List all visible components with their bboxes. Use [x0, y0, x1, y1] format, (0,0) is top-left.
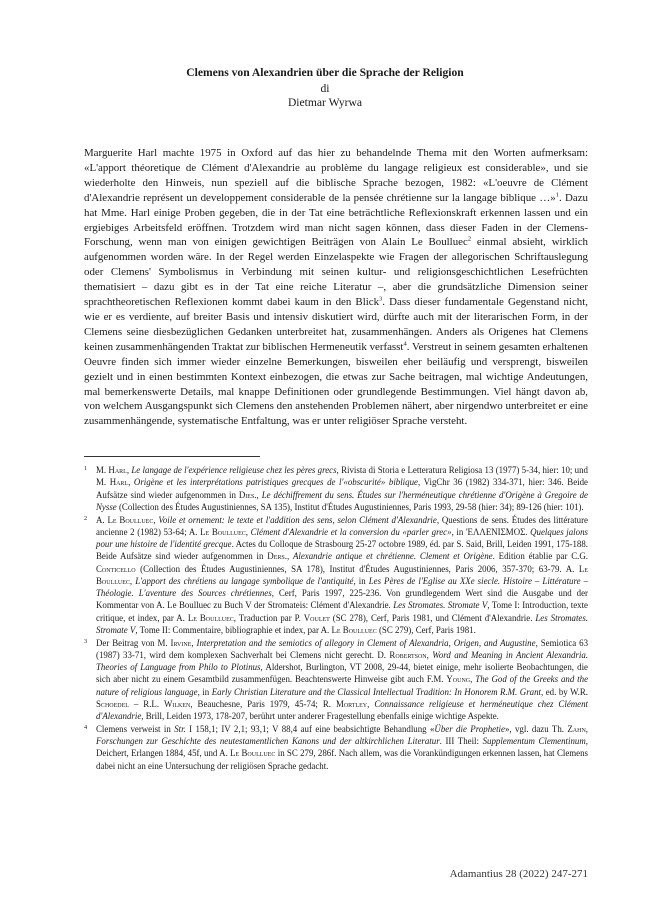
author-surname: Voulet — [303, 612, 330, 623]
work-title: Word and Meaning in Ancient Alexandria. Theories of Language from Philo to Plotinus — [96, 649, 589, 672]
footnote-text: . III Theil: — [439, 736, 483, 746]
footnote-text: – R.L. — [128, 698, 165, 709]
footnote-text: , Rivista di Storia e Letteratura Religiosa 13 (1977) 5-34, hier: 10; und M. — [96, 465, 588, 488]
footnotes-block — [84, 464, 588, 772]
author-name: Dietmar Wyrwa — [287, 96, 363, 109]
footnote-text: , — [126, 465, 132, 475]
footnote-number: 2 — [84, 514, 88, 522]
footnote-text: , — [153, 514, 159, 525]
work-title: Early Christian Literature and the Classical Intellectual Tradition: In Honorem R.M. Grant — [211, 686, 541, 697]
footnote-text: , in 'ΕΛΛΕΝΙΣΜΟΣ. — [451, 526, 531, 537]
footnote-text: , in — [353, 575, 369, 586]
author-surname: Irvine — [170, 637, 192, 648]
footnote-3 — [84, 637, 588, 723]
footnote-text: Clemens verweist in — [96, 723, 175, 734]
footnote-text: , Semiotica 63 (1987) 33-71, wird dem komplexen Sachverhalt bei Clemens nicht gerecht. D. — [96, 637, 589, 660]
work-title: Voile et ornement: le texte et l'addition des sens, selon Clément d'Alexandrie — [158, 514, 437, 525]
author-surname: Schoedel — [96, 698, 129, 709]
author-surname: Conticello — [96, 563, 136, 574]
footnote-text: , Tome II: Commentaire, bibliographie et index, par A. — [135, 624, 332, 635]
footnote-ref-4[interactable]: 4 — [403, 340, 407, 348]
footnote-text: , — [256, 489, 262, 500]
work-title: Über die Prophetie — [434, 723, 505, 734]
footnote-text: , Brill, Leiden 1973, 178-207, berührt unter anderer Fragestellung ebenfalls einige wichtige Aspekte. — [141, 711, 499, 721]
work-title: Str. — [174, 723, 186, 734]
body-text-segment: einmal absieht, wirklich aufgenommen worden wäre. In der Regel werden Einzelaspekte wie Fragen der allegorischen Schriftauslegung oder Clemens' Symbolismus in Verbindung mit seinen kultur- und religionsgeschichtlichen Lesefrüchten thematisiert – dazu gibt es in der Tat eine reiche Literatur –, aber die grundsätzliche Dimension seiner sprachtheoretischen Reflexionen kommt dabei kaum in den Blick — [84, 236, 588, 309]
footnote-text: (Collection des Études Augustiniennes, SA 178), Institut d'Études Augustiniennes, Paris 2006, 357-370; 63-79. A. — [135, 563, 579, 574]
footnote-text: Der Beitrag von M. — [96, 637, 171, 648]
work-title: Clément d'Alexandrie et la conversion du «parler grec» — [250, 526, 452, 537]
author-surname: Le Boulluec — [331, 624, 377, 635]
footnote-number: 3 — [84, 637, 88, 645]
footnote-2 — [84, 514, 588, 637]
body-text-segment: . Dazu hat Mme. Harl einige Proben gegeben, die in der Tat eine beträchtliche Reflexionskraft erkennen lassen und ein ergiebiges Arbeitsfeld eröffnen. Trotzdem wird man nicht sagen können, dass dieser Faden in der Clemens-Forschung, wenn man von einigen gewichtigen Beiträgen von Alain Le Boulluec — [84, 191, 588, 249]
work-title: L'apport des chrétiens au langage symbolique de l'antiquité — [135, 575, 354, 586]
footnote-text: , — [426, 649, 433, 660]
footnote-separator — [84, 456, 260, 457]
footnote-number: 4 — [84, 723, 88, 731]
body-paragraph — [84, 146, 588, 429]
footnote-text: A. — [96, 514, 108, 525]
author-surname: Wilken — [164, 698, 191, 709]
author-surname: Mortley — [335, 698, 368, 709]
footnote-text: . Actes du Colloque de Strasbourg 25-27 octobre 1989, éd. par S. Said, Brill, Leiden 1991, 175-188. Beide Aufsätze sind wieder aufgenommen in — [96, 539, 588, 562]
work-title: Forschungen zur Geschichte des neutestamentlichen Kanons und der altkirchlichen Literatur — [96, 736, 440, 746]
work-title: Origène et les interprétations patristiques grecques de l'«obscurité» biblique — [133, 477, 418, 488]
work-title: Connaissance religieuse et herméneutique chez Clément d'Alexandrie — [96, 698, 589, 721]
footnote-ref-3[interactable]: 3 — [379, 295, 383, 303]
work-title: Les Stromates. Stromate V — [96, 612, 589, 635]
footnote-text: , Questions de sens. Études des littérature ancienne 2 (1982) 53-64; A. — [96, 514, 588, 537]
author-surname: Harl — [108, 465, 127, 475]
journal-citation: Adamantius 28 (2022) 247-271 — [449, 868, 588, 880]
footnote-text: , ed. by W.R. — [541, 686, 588, 697]
work-title: Le déchiffrement du sens. Études sur l'herméneutique chrétienne d'Origène à Gregoire de Nysse — [96, 489, 588, 512]
footnote-text: , — [128, 477, 134, 488]
footnote-text: , — [286, 551, 293, 562]
author-surname: Zahn — [567, 723, 586, 734]
footnote-4 — [84, 723, 588, 772]
work-title: Alexandrie antique et chrétienne. Clement et Origène — [292, 551, 493, 562]
footnote-text: , Traduction par P. — [233, 612, 304, 623]
body-text-segment: Marguerite Harl machte 1975 in Oxford auf das hier zu behandelnde Thema mit den Worten aufmerksam: «L'apport théoretique de Clément d'Alexandrie au problème du langage religieux est considerable», und sie wiederholte den Hinweis, nun speziell auf die biblische Sprache bezogen, 1982: «L'oeuvre de Clément d'Alexandrie représent un developpement considerable de la pensée chrétienne sur la langage biblique …» — [84, 147, 588, 204]
footnote-text: I 158,1; IV 2,1; 93,1; V 88,4 auf eine beabsichtigte Behandlung « — [185, 723, 435, 734]
byline-di: di — [320, 82, 330, 95]
body-text-segment: . Verstreut in seinem gesamten erhaltenen Oeuvre finden sich immer wieder einzelne Bemerkungen, bisweilen eher beiläufig und versprengt, bisweilen gezielt und in einen bestimmten Kontext einbezogen, die etwas zur Sache beitragen, mal wichtige Andeutungen, mal bemerkenswerte Details, mal knappe Definitionen oder grundlegende Bestimmungen. Viel hängt davon ab, von welchem Ausgangspunkt sich Clemens den anstehenden Problemen nähert, aber nirgendwo unterbreitet er eine zusammenhängende, systematische Entfaltung, was er unter religiöser Sprache versteht. — [84, 340, 588, 428]
footnote-text: (Collection des Études Augustiniennes, SA 135), Institut d'Études Augustiniennes, Paris 1993, 29-58 (hier: 34); 89-126 (hier: 101). — [116, 501, 584, 512]
footnote-text: (SC 279), Cerf, Paris 1981. — [376, 624, 476, 635]
footnote-text: , — [245, 526, 251, 537]
footnote-text: . Edition établie par C.G. — [492, 551, 588, 562]
footnote-text: , — [470, 674, 476, 685]
work-title: Supplementum Clementinum — [482, 736, 586, 746]
work-title: Les Stromates. Stromate V — [393, 600, 488, 611]
footnote-1 — [84, 464, 588, 513]
work-title: The God of the Greeks and the nature of religious language — [96, 674, 589, 697]
footnote-text: (SC 278), Cerf, Paris 1981, und Clément d'Alexandrie. — [329, 612, 536, 623]
footnote-text: , Beauchesne, Paris 1979, 45-74; R. — [190, 698, 336, 709]
author-surname: Young — [446, 674, 471, 685]
footnote-ref-2[interactable]: 2 — [467, 235, 472, 243]
work-title: Quelques jalons pour une histoire de l'identité grecque — [96, 526, 588, 549]
author-surname: Le Boulluec — [187, 612, 234, 623]
footnote-number: 1 — [84, 465, 88, 472]
author-surname: Le Boulluec — [230, 748, 276, 759]
author-surname: Dies. — [238, 489, 257, 500]
body-text-segment: . Dass dieser fundamentale Gegenstand nicht, wie er es verdiente, auf breiter Basis und intensiv diskutiert wird, dürfte auch mit der literarischen Form, in der Clemens seine diesbezüglichen Gedanken unterbreitet hat, zusammenhängen. Anders als Origenes hat Clemens keinen zusammenhängenden Traktat zur biblischen Hermeneutik verfasst — [84, 296, 588, 353]
work-title: Les Pères de l'Eglise au XXe siecle. Histoire – Littérature – Théologie. L'aventure des Sources chrétiennes — [96, 575, 589, 598]
footnote-text: M. — [96, 465, 109, 475]
author-surname: Le Boulluec — [200, 526, 246, 537]
author-surname: Robertson — [389, 649, 427, 660]
footnote-text: , Aldershot, Burlington, VT 2008, 29-44, bietet einige, mehr isolierte Beobachtungen, die sich aber nicht zu einem Gesamtbild zusammenfügen. Beachtenswerte Hinweise gibt auch F.M. — [96, 662, 588, 685]
footnote-text: », vgl. dazu Th. — [504, 723, 568, 734]
footnote-text: , — [191, 637, 197, 648]
article-title: Clemens von Alexandrien über die Sprache der Religion — [186, 66, 464, 79]
footnote-ref-1[interactable]: 1 — [555, 191, 559, 199]
footnote-text: , — [129, 575, 136, 586]
work-title: Interpretation and the semiotics of allegory in Clement of Alexandria, Origen, and Augustine — [196, 637, 536, 648]
author-surname: Le Boulluec — [96, 563, 588, 586]
footnote-text: , VigChr 36 (1982) 334-371, hier: 346. Beide Aufsätze sind wieder aufgenommen in — [96, 477, 588, 500]
footnote-text: , Deichert, Erlangen 1884, 45f, und A. — [96, 736, 588, 759]
footnote-text: , — [585, 723, 589, 734]
footnote-text: , in — [197, 686, 212, 697]
footnote-text: , Tome I: Introduction, texte critique, et index, par A. — [96, 600, 589, 623]
work-title: Le langage de l'expérience religieuse chez les pères grecs — [131, 465, 337, 475]
author-surname: Le Boulluec — [107, 514, 154, 525]
footnote-text: in SC 279, 286f. Nach allem, was die Vorankündigungen erkennen lassen, hat Clemens dabei nicht an eine Untersuchung der religiösen Sprache gedacht. — [96, 748, 588, 771]
footnote-text: , Cerf, Paris 1997, 225-236. Von grundlegendem Wert sind die Ausgabe und der Kommentar von A. Le Boulluec zu Buch V der Stromateis: Clément d'Alexandrie. — [96, 588, 588, 611]
author-surname: Ders. — [267, 551, 287, 562]
footnote-text: , — [367, 698, 375, 709]
author-surname: Harl — [109, 477, 129, 488]
